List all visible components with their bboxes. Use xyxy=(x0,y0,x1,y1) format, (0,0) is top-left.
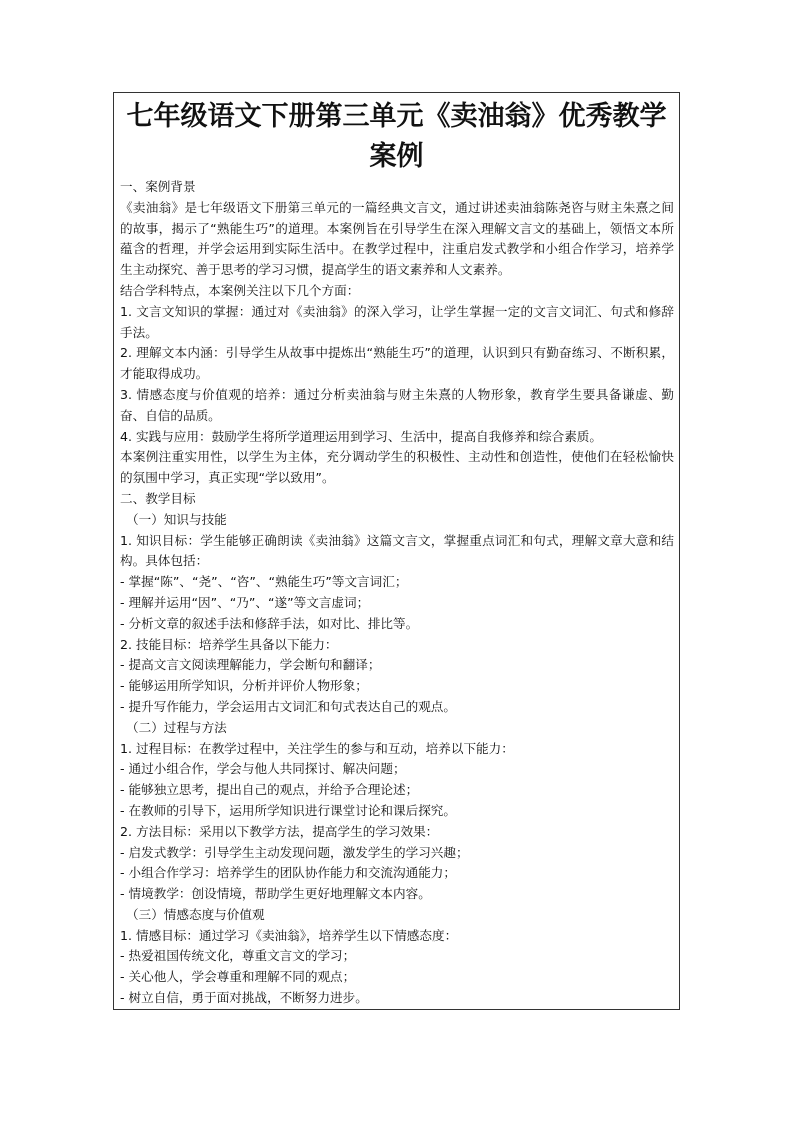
section-heading: 一、案例背景 xyxy=(120,179,196,194)
bullet-item: - 关心他人，学会尊重和理解不同的观点； xyxy=(120,969,356,985)
numbered-item: 2. 方法目标：采用以下教学方法，提高学生的学习效果： xyxy=(120,823,439,839)
subsection-heading: （三）情感态度与价值观 xyxy=(126,906,265,922)
bullet-item: - 树立自信，勇于面对挑战，不断努力进步。 xyxy=(120,990,368,1006)
bullet-item: - 提高文言文阅读理解能力，学会断句和翻译； xyxy=(120,657,381,673)
paragraph: 《卖油翁》是七年级语文下册第三单元的一篇经典文言文，通过讲述卖油翁陈尧咨与财主朱熹之间的故事，揭示了“熟能生巧”的道理。本案例旨在引导学生在深入理解文言文的基础上，领悟文本所蕴含的哲理，并学会运用到实际生活中。在教学过程中，注重启发式教学和小组合作学习，培养学生主动探究、善于思考的学习习惯，提高学生的语文素养和人文素养。 xyxy=(120,199,674,278)
bullet-item: - 能够独立思考，提出自己的观点，并给予合理论述； xyxy=(120,782,419,798)
bullet-item: - 通过小组合作，学会与他人共同探讨、解决问题； xyxy=(120,761,406,777)
section-heading: 二、教学目标 xyxy=(120,490,196,506)
numbered-item: 2. 技能目标：培养学生具备以下能力： xyxy=(120,636,338,652)
bullet-item: - 分析文章的叙述手法和修辞手法，如对比、排比等。 xyxy=(120,615,419,631)
bullet-item: - 小组合作学习：培养学生的团队协作能力和交流沟通能力； xyxy=(120,865,456,881)
numbered-item: 4. 实践与应用：鼓励学生将所学道理运用到学习、生活中，提高自我修养和综合素质。 xyxy=(120,428,602,444)
bullet-item: - 情境教学：创设情境，帮助学生更好地理解文本内容。 xyxy=(120,886,431,902)
numbered-item: 1. 知识目标：学生能够正确朗读《卖油翁》这篇文言文，掌握重点词汇和句式，理解文章大意和结构。具体包括： xyxy=(120,532,674,569)
subsection-heading: （一）知识与技能 xyxy=(126,511,227,527)
bullet-item: - 在教师的引导下，运用所学知识进行课堂讨论和课后探究。 xyxy=(120,802,456,818)
numbered-item: 1. 情感目标：通过学习《卖油翁》，培养学生以下情感态度： xyxy=(120,927,458,943)
bullet-item: - 理解并运用“因”、“乃”、“遂”等文言虚词； xyxy=(120,594,370,610)
paragraph: 本案例注重实用性，以学生为主体，充分调动学生的积极性、主动性和创造性，使他们在轻松愉快的氛围中学习，真正实现“学以致用”。 xyxy=(120,449,674,486)
bullet-item: - 能够运用所学知识，分析并评价人物形象； xyxy=(120,678,368,694)
paragraph: 结合学科特点，本案例关注以下几个方面： xyxy=(120,282,360,298)
bullet-item: - 掌握“陈”、“尧”、“咨”、“熟能生巧”等文言词汇； xyxy=(120,574,408,590)
numbered-item: 1. 文言文知识的掌握：通过对《卖油翁》的深入学习，让学生掌握一定的文言文词汇、句式和修辞手法。 xyxy=(120,303,674,340)
document-body xyxy=(114,177,679,1009)
subsection-heading: （二）过程与方法 xyxy=(126,719,227,735)
numbered-item: 1. 过程目标：在教学过程中，关注学生的参与和互动，培养以下能力： xyxy=(120,740,514,756)
document-title: 七年级语文下册第三单元《卖油翁》优秀教学案例 xyxy=(126,101,667,172)
bullet-item: - 启发式教学：引导学生主动发现问题，激发学生的学习兴趣； xyxy=(120,844,469,860)
numbered-item: 2. 理解文本内涵：引导学生从故事中提炼出“熟能生巧”的道理，认识到只有勤奋练习、不断积累，才能取得成功。 xyxy=(120,345,674,382)
numbered-item: 3. 情感态度与价值观的培养：通过分析卖油翁与财主朱熹的人物形象，教育学生要具备谦虚、勤奋、自信的品质。 xyxy=(120,386,674,423)
bullet-item: - 热爱祖国传统文化，尊重文言文的学习； xyxy=(120,948,356,964)
document-frame xyxy=(113,92,680,1010)
bullet-item: - 提升写作能力，学会运用古文词汇和句式表达自己的观点。 xyxy=(120,698,456,714)
